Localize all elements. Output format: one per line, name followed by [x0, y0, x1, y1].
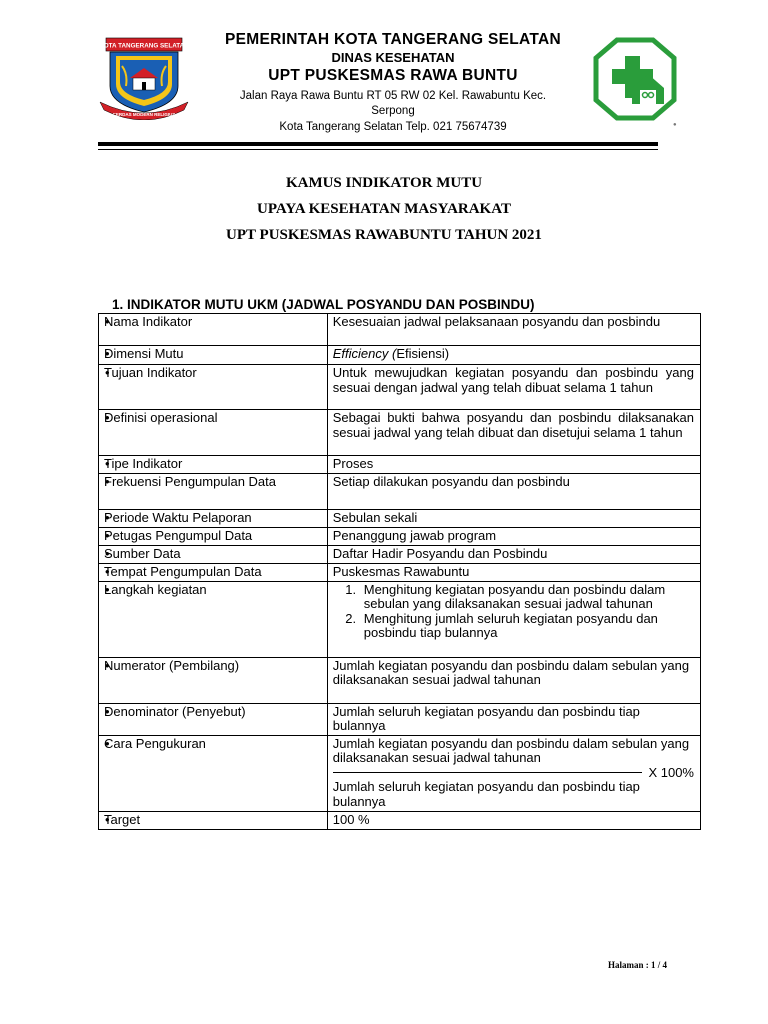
value-langkah-kegiatan — [327, 581, 700, 657]
table-row — [99, 735, 701, 811]
page-number: Halaman : 1 / 4 — [608, 960, 668, 970]
label-langkah-kegiatan: • Langkah kegiatan — [99, 581, 328, 657]
langkah-steps-list — [333, 583, 694, 641]
value-frekuensi-pengumpulan: Setiap dilakukan posyandu dan posbindu — [327, 473, 700, 509]
value-denominator: Jumlah seluruh kegiatan posyandu dan posbindu tiap bulannya — [327, 703, 700, 735]
table-row — [99, 545, 701, 563]
label-sumber-data: • Sumber Data — [99, 545, 328, 563]
label-denominator: • Denominator (Penyebut) — [99, 703, 328, 735]
letterhead-rule-thick — [98, 142, 658, 146]
label-frekuensi-pengumpulan: • Frekuensi Pengumpulan Data — [99, 473, 328, 509]
dimensi-rest: Efisiensi) — [396, 346, 450, 361]
small-dot-mark: ● — [673, 122, 677, 128]
title-kamus: KAMUS INDIKATOR MUTU — [285, 175, 483, 191]
table-row — [99, 811, 701, 829]
table-row — [99, 314, 701, 346]
value-target: 100 % — [327, 811, 700, 829]
table-row — [99, 365, 701, 410]
table-row — [99, 527, 701, 545]
letterhead-address-line1: Jalan Raya Rawa Buntu RT 05 RW 02 Kel. Rawabuntu Kec. — [239, 90, 547, 102]
letterhead-government: PEMERINTAH KOTA TANGERANG SELATAN — [225, 31, 561, 48]
table-row — [99, 346, 701, 365]
cara-numerator: Jumlah kegiatan posyandu dan posbindu dalam sebulan yang dilaksanakan sesuai jadwal tahunan — [332, 735, 690, 765]
cara-multiplier: X 100% — [648, 764, 694, 780]
label-dimensi-mutu: • Dimensi Mutu — [99, 346, 328, 365]
indicator-table — [98, 313, 701, 830]
value-numerator: Jumlah kegiatan posyandu dan posbindu dalam sebulan yang dilaksanakan sesuai jadwal tahunan — [327, 657, 700, 703]
table-row — [99, 563, 701, 581]
table-row — [99, 509, 701, 527]
letterhead-city-phone: Kota Tangerang Selatan Telp. 021 75674739 — [279, 121, 507, 133]
letterhead-institution: UPT PUSKESMAS RAWA BUNTU — [268, 67, 518, 84]
value-tujuan-indikator: Untuk mewujudkan kegiatan posyandu dan posbindu yang sesuai dengan jadwal yang telah dibuat selama 1 tahun — [327, 365, 700, 410]
table-row — [99, 473, 701, 509]
section-heading: 1. INDIKATOR MUTU UKM (JADWAL POSYANDU DAN POSBINDU) — [112, 297, 535, 312]
letterhead-department: DINAS KESEHATAN — [331, 50, 455, 65]
fraction-bar — [333, 772, 643, 773]
crest-title-text: KOTA TANGERANG SELATAN — [99, 42, 189, 50]
label-cara-pengukuran: • Cara Pengukuran — [99, 735, 328, 811]
tangerang-selatan-crest-logo — [96, 36, 192, 120]
value-periode-pelaporan: Sebulan sekali — [327, 509, 700, 527]
label-target: • Target — [99, 811, 328, 829]
value-tempat-pengumpulan: Puskesmas Rawabuntu — [327, 563, 700, 581]
crest-motto-text: CERDAS MODERN RELIGIUS — [112, 112, 176, 117]
value-definisi-operasional: Sebagai bukti bahwa posyandu dan posbindu dilaksanakan sesuai jadwal yang telah dibuat dan disetujui selama 1 tahun — [327, 410, 700, 456]
puskesmas-logo — [592, 36, 678, 122]
table-row — [99, 703, 701, 735]
fraction-line — [333, 766, 694, 781]
label-periode-pelaporan: • Periode Waktu Pelaporan — [99, 509, 328, 527]
table-row — [99, 657, 701, 703]
value-cara-pengukuran — [327, 735, 700, 811]
table-row — [99, 456, 701, 474]
label-definisi-operasional: • Definisi operasional — [99, 410, 328, 456]
list-item: 2. Menghitung jumlah seluruh kegiatan posyandu dan posbindu tiap bulannya — [360, 612, 694, 641]
value-dimensi-mutu — [327, 346, 700, 365]
label-tujuan-indikator: • Tujuan Indikator — [99, 365, 328, 410]
value-tipe-indikator: Proses — [327, 456, 700, 474]
label-tempat-pengumpulan: • Tempat Pengumpulan Data — [99, 563, 328, 581]
letterhead-address-line2: Serpong — [371, 105, 415, 117]
value-nama-indikator: Kesesuaian jadwal pelaksanaan posyandu dan posbindu — [327, 314, 700, 346]
label-nama-indikator: • Nama Indikator — [99, 314, 328, 346]
title-upaya: UPAYA KESEHATAN MASYARAKAT — [257, 201, 511, 217]
dimensi-italic: Efficiency ( — [332, 346, 397, 361]
letterhead — [196, 30, 590, 135]
table-row — [99, 410, 701, 456]
label-tipe-indikator: • Tipe Indikator — [99, 456, 328, 474]
value-petugas-pengumpul: Penanggung jawab program — [327, 527, 700, 545]
letterhead-rule-thin — [98, 149, 658, 150]
value-sumber-data: Daftar Hadir Posyandu dan Posbindu — [327, 545, 700, 563]
title-puskesmas-tahun: UPT PUSKESMAS RAWABUNTU TAHUN 2021 — [226, 227, 542, 243]
document-titles — [0, 174, 768, 252]
table-row — [99, 581, 701, 657]
list-item: 1. Menghitung kegiatan posyandu dan posbindu dalam sebulan yang dilaksanakan sesuai jadwal tahunan — [360, 583, 694, 612]
label-petugas-pengumpul: • Petugas Pengumpul Data — [99, 527, 328, 545]
label-numerator: • Numerator (Pembilang) — [99, 657, 328, 703]
cara-denominator: Jumlah seluruh kegiatan posyandu dan posbindu tiap bulannya — [332, 779, 640, 809]
